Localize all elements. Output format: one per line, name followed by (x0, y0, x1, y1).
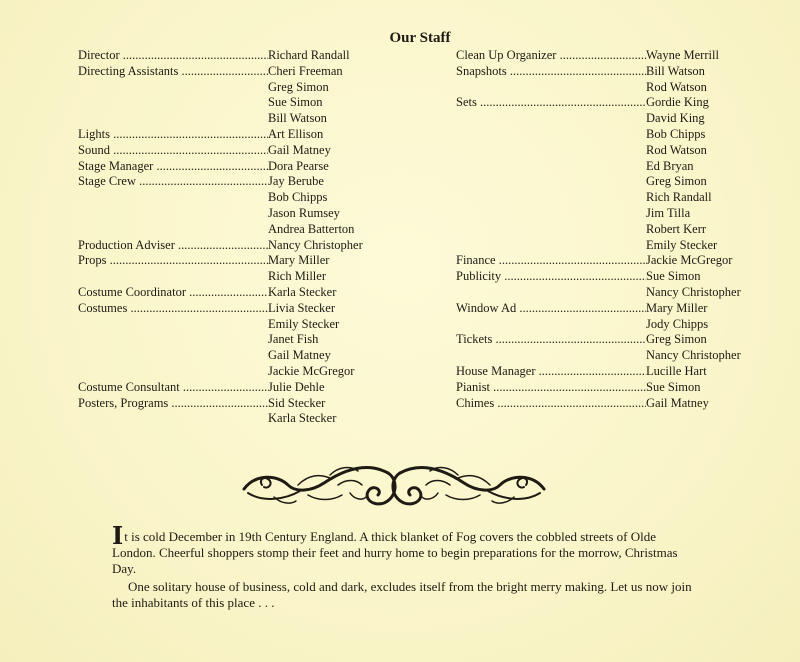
staff-row (456, 143, 756, 159)
staff-role (78, 253, 268, 269)
staff-name: Livia Stecker (268, 300, 335, 315)
staff-row (78, 285, 378, 301)
staff-row (78, 80, 378, 96)
staff-name: Jason Rumsey (268, 205, 340, 220)
staff-row (78, 380, 378, 396)
staff-role-label: Costume Coordinator ..... (78, 285, 268, 299)
staff-role (78, 380, 268, 396)
staff-role-label: Costume Consultant ..... (78, 380, 268, 394)
staff-list-left (78, 48, 378, 427)
staff-role-label: Sound ..... (78, 143, 268, 157)
staff-role (456, 95, 646, 111)
staff-name: Greg Simon (268, 79, 329, 94)
staff-row (78, 364, 378, 380)
staff-name: Lucille Hart (646, 363, 707, 378)
staff-name: Jackie McGregor (646, 253, 733, 268)
staff-row (78, 190, 378, 206)
staff-row (456, 396, 756, 412)
staff-role-label: Tickets ..... (456, 332, 646, 346)
staff-role (78, 238, 268, 254)
staff-role (456, 80, 646, 96)
staff-role (78, 364, 268, 380)
staff-role (456, 332, 646, 348)
staff-role-label: Finance ..... (456, 253, 646, 267)
staff-name: Ed Bryan (646, 158, 694, 173)
staff-role (456, 285, 646, 301)
staff-name: Nancy Christopher (268, 237, 363, 252)
staff-role (456, 143, 646, 159)
staff-role-label: Posters, Programs ..... (78, 396, 268, 410)
staff-role (456, 364, 646, 380)
staff-name: Richard Randall (268, 48, 350, 62)
staff-row (456, 301, 756, 317)
staff-role (456, 174, 646, 190)
staff-name: Nancy Christopher (646, 348, 741, 363)
staff-name: Karla Stecker (268, 411, 337, 426)
staff-role (78, 222, 268, 238)
staff-role-label: Props ..... (78, 253, 268, 267)
staff-row (456, 48, 756, 64)
staff-name: Sue Simon (646, 269, 701, 284)
staff-row (456, 206, 756, 222)
staff-role (78, 159, 268, 175)
staff-role (456, 348, 646, 364)
staff-name: Bill Watson (646, 63, 705, 78)
staff-row (78, 174, 378, 190)
staff-role-label: Chimes ..... (456, 396, 646, 410)
staff-row (78, 143, 378, 159)
staff-role (78, 143, 268, 159)
staff-role-label: House Manager ..... (456, 364, 646, 378)
staff-row (456, 332, 756, 348)
staff-role-label: Director ..... (78, 48, 268, 62)
staff-role (78, 411, 268, 427)
staff-row (78, 95, 378, 111)
staff-role (456, 396, 646, 412)
staff-role (78, 174, 268, 190)
staff-row (456, 111, 756, 127)
staff-role-label: Publicity ..... (456, 269, 646, 283)
staff-row (78, 348, 378, 364)
staff-role (456, 159, 646, 175)
staff-role (456, 238, 646, 254)
staff-row (78, 332, 378, 348)
staff-name: Gail Matney (268, 142, 331, 157)
staff-role-label: Pianist ..... (456, 380, 646, 394)
staff-name: Greg Simon (646, 332, 707, 347)
staff-row (78, 411, 378, 427)
staff-name: Emily Stecker (646, 237, 718, 252)
staff-role (78, 285, 268, 301)
staff-name: Julie Dehle (268, 379, 325, 394)
intro-paragraph-2: One solitary house of business, cold and dark, excludes itself from the bright merry making. Let us now join the inhabitants of this place . . . (112, 579, 692, 610)
staff-role (456, 64, 646, 80)
staff-role (456, 111, 646, 127)
staff-name: Rod Watson (646, 142, 707, 157)
staff-row (456, 222, 756, 238)
staff-name: Sue Simon (646, 379, 701, 394)
staff-name: Andrea Batterton (268, 221, 355, 236)
staff-role-label: Production Adviser ..... (78, 238, 268, 252)
staff-row (78, 64, 378, 80)
staff-row (78, 159, 378, 175)
staff-role (456, 269, 646, 285)
staff-row (456, 159, 756, 175)
staff-name: Emily Stecker (268, 316, 340, 331)
staff-role-label: Snapshots ..... (456, 64, 646, 78)
staff-name: Wayne Merrill (646, 48, 719, 62)
staff-row (456, 95, 756, 111)
staff-role (78, 317, 268, 333)
staff-row (78, 253, 378, 269)
staff-row (78, 301, 378, 317)
staff-name: Gail Matney (646, 395, 709, 410)
staff-role (78, 64, 268, 80)
staff-role-label: Window Ad ..... (456, 301, 646, 315)
drop-cap: I (112, 521, 124, 550)
staff-role (78, 111, 268, 127)
staff-name: Art Ellison (268, 126, 324, 141)
staff-role (456, 190, 646, 206)
staff-role (78, 127, 268, 143)
staff-role (78, 332, 268, 348)
staff-role (456, 222, 646, 238)
staff-name: Karla Stecker (268, 284, 337, 299)
staff-role (78, 190, 268, 206)
staff-name: Rich Miller (268, 269, 326, 284)
staff-role (78, 206, 268, 222)
staff-name: Jackie McGregor (268, 363, 355, 378)
staff-name: Jim Tilla (646, 205, 691, 220)
staff-role-label: Stage Manager ..... (78, 159, 268, 173)
staff-role-label: Clean Up Organizer ..... (456, 48, 646, 62)
intro-paragraph-1-text: t is cold December in 19th Century England. A thick blanket of Fog covers the cobbled streets of Olde London. Cheerful shoppers stomp their feet and hurry home to begin preparations for the morrow, Christmas Day. (112, 529, 678, 576)
staff-name: Bob Chipps (646, 126, 706, 141)
staff-role-label: Stage Crew ..... (78, 174, 268, 188)
staff-row (78, 269, 378, 285)
staff-role (78, 80, 268, 96)
staff-name: Sid Stecker (268, 395, 326, 410)
staff-row (456, 238, 756, 254)
staff-row (78, 396, 378, 412)
staff-row (78, 206, 378, 222)
staff-role (456, 380, 646, 396)
staff-row (78, 48, 378, 64)
staff-row (78, 111, 378, 127)
staff-name: Bill Watson (268, 111, 327, 126)
staff-role-label: Directing Assistants ..... (78, 64, 268, 78)
staff-name: Rod Watson (646, 79, 707, 94)
staff-row (456, 269, 756, 285)
staff-row (456, 380, 756, 396)
staff-name: Jody Chipps (646, 316, 709, 331)
staff-role (78, 348, 268, 364)
staff-row (456, 317, 756, 333)
staff-name: Rich Randall (646, 190, 712, 205)
staff-role (78, 95, 268, 111)
staff-role (456, 127, 646, 143)
staff-name: Greg Simon (646, 174, 707, 189)
staff-row (78, 127, 378, 143)
staff-role-label: Lights ..... (78, 127, 268, 141)
staff-role (78, 48, 268, 64)
scroll-flourish-icon (238, 445, 550, 517)
staff-row (456, 64, 756, 80)
intro-text (112, 521, 702, 611)
staff-name: Sue Simon (268, 95, 323, 110)
staff-row (456, 253, 756, 269)
staff-name: Gordie King (646, 95, 709, 110)
staff-row (456, 80, 756, 96)
staff-name: Nancy Christopher (646, 284, 741, 299)
staff-role (78, 269, 268, 285)
staff-role (456, 301, 646, 317)
staff-row (78, 317, 378, 333)
staff-row (456, 285, 756, 301)
staff-name: Mary Miller (646, 300, 708, 315)
staff-role (456, 206, 646, 222)
staff-row (78, 222, 378, 238)
staff-row (456, 174, 756, 190)
staff-row (78, 238, 378, 254)
staff-list-right (456, 48, 756, 411)
staff-role-label: Sets ..... (456, 95, 646, 109)
staff-name: Robert Kerr (646, 221, 707, 236)
staff-name: Mary Miller (268, 253, 330, 268)
staff-name: Dora Pearse (268, 158, 329, 173)
staff-name: Jay Berube (268, 174, 324, 189)
staff-role (456, 317, 646, 333)
staff-row (456, 190, 756, 206)
staff-name: Cheri Freeman (268, 63, 343, 78)
staff-name: Bob Chipps (268, 190, 328, 205)
staff-role (456, 48, 646, 64)
staff-name: David King (646, 111, 705, 126)
staff-row (456, 348, 756, 364)
staff-name: Gail Matney (268, 348, 331, 363)
intro-paragraph-1 (112, 521, 702, 577)
page-title: Our Staff (389, 30, 451, 46)
staff-row (456, 364, 756, 380)
staff-row (456, 127, 756, 143)
staff-role (78, 396, 268, 412)
staff-role-label: Costumes ..... (78, 301, 268, 315)
staff-name: Janet Fish (268, 332, 319, 347)
staff-role (456, 253, 646, 269)
staff-role (78, 301, 268, 317)
